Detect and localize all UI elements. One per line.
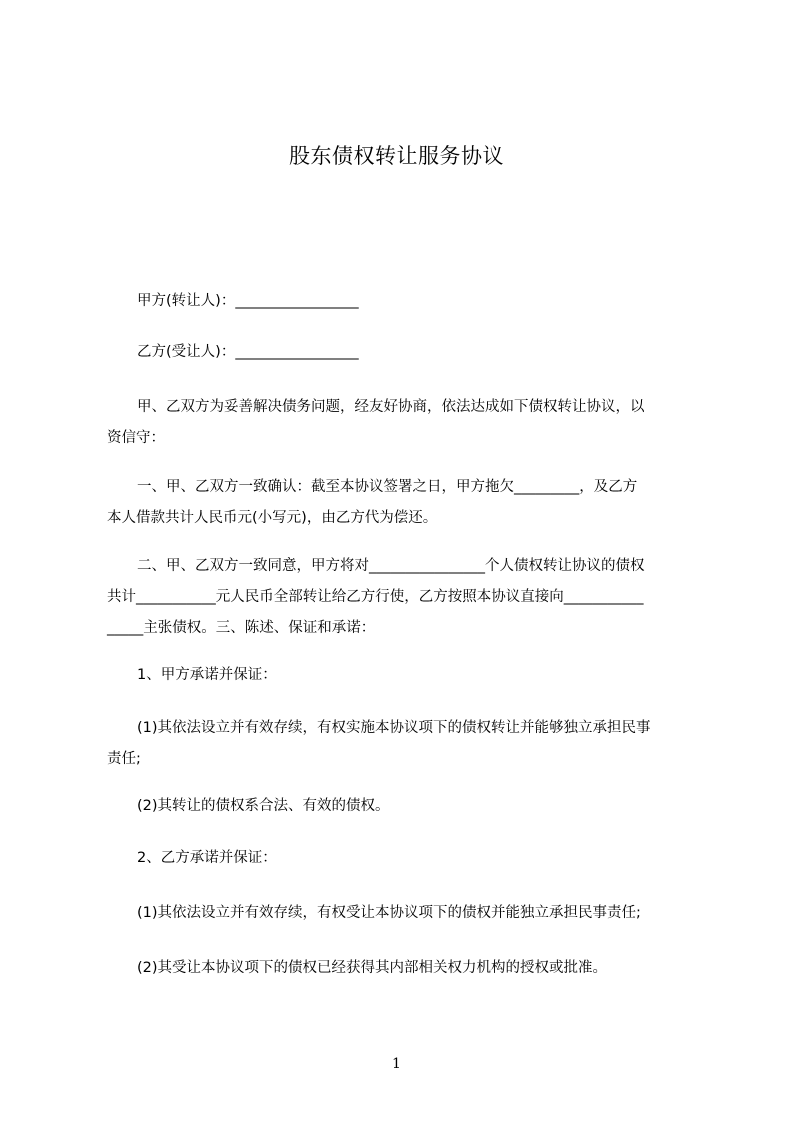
party-a-text: 甲方(转让人)：_________________ xyxy=(137,293,359,309)
intro-paragraph xyxy=(107,392,707,454)
clause-1-paragraph xyxy=(107,472,707,534)
clause-2-line-1: 二、甲、乙双方一致同意，甲方将对________________个人债权转让协议的债权 xyxy=(137,558,645,574)
a-item-2-paragraph xyxy=(107,791,707,822)
section-a-heading xyxy=(107,660,707,691)
b-item-2-paragraph xyxy=(107,953,707,984)
section-a-heading-text: 1、甲方承诺并保证： xyxy=(137,667,277,683)
clause-1-line-1: 一、甲、乙双方一致确认：截至本协议签署之日，甲方拖欠_________，及乙方 xyxy=(137,479,638,495)
a-item-2-text: (2)其转让的债权系合法、有效的债权。 xyxy=(137,798,390,814)
section-b-heading-text: 2、乙方承诺并保证： xyxy=(137,850,277,866)
document-title: 股东债权转让服务协议 xyxy=(289,144,504,168)
b-item-1-paragraph xyxy=(107,898,707,929)
section-b-heading xyxy=(107,843,707,874)
page-number: 1 xyxy=(392,1056,401,1072)
a-item-1-line-1: (1)其依法设立并有效存续，有权实施本协议项下的债权转让并能够独立承担民事 xyxy=(137,720,651,736)
clause-2-line-3: _____主张债权。三、陈述、保证和承诺： xyxy=(107,620,376,636)
b-item-2-text: (2)其受让本协议项下的债权已经获得其内部相关权力机构的授权或批准。 xyxy=(137,960,608,976)
a-item-1-line-2: 责任; xyxy=(107,751,141,767)
b-item-1-text: (1)其依法设立并有效存续，有权受让本协议项下的债权并能独立承担民事责任; xyxy=(137,905,641,921)
party-b-line xyxy=(107,337,707,368)
clause-2-paragraph xyxy=(107,551,707,644)
a-item-1-paragraph xyxy=(107,713,707,775)
intro-line-2: 资信守： xyxy=(107,430,165,446)
clause-2-line-2: 共计___________元人民币全部转让给乙方行使，乙方按照本协议直接向___________ xyxy=(107,589,644,605)
party-a-line xyxy=(107,286,707,317)
intro-line-1: 甲、乙双方为妥善解决债务问题，经友好协商，依法达成如下债权转让协议，以 xyxy=(137,399,645,415)
party-b-text: 乙方(受让人)：_________________ xyxy=(137,344,359,360)
clause-1-line-2: 本人借款共计人民币元(小写元)，由乙方代为偿还。 xyxy=(107,510,438,526)
